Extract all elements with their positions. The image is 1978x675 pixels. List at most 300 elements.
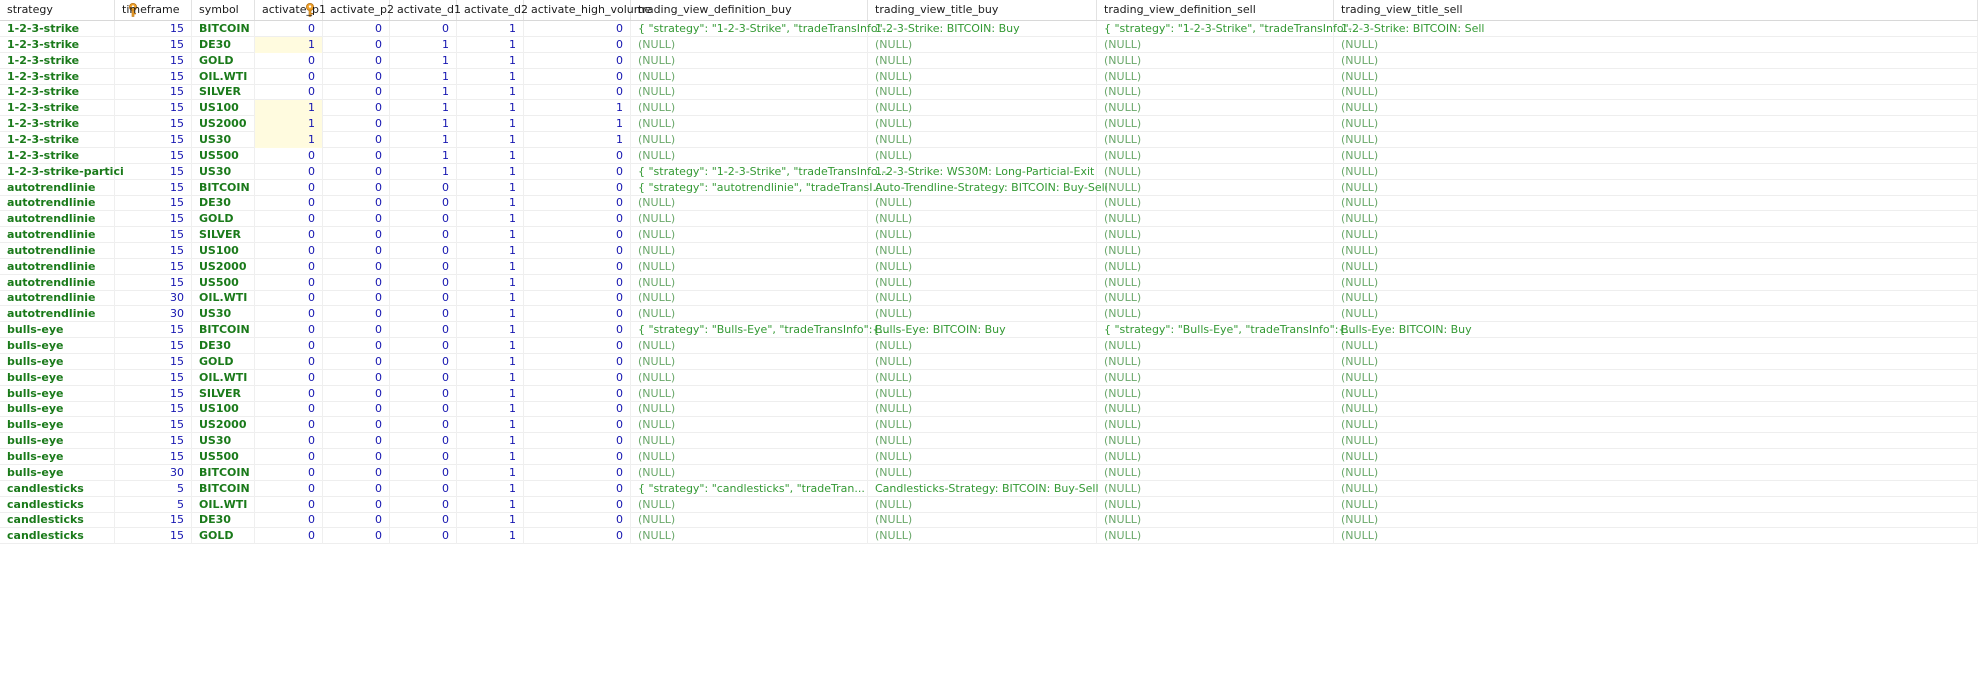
cell-strategy[interactable]: bulls-eye	[0, 370, 115, 386]
cell-tv-definition-buy[interactable]: { "strategy": "1-2-3-Strike", "tradeTransInfo"...	[631, 21, 868, 37]
cell-activate-d1[interactable]: 0	[390, 370, 457, 386]
cell-strategy[interactable]: 1-2-3-strike	[0, 21, 115, 37]
cell-activate-p2[interactable]: 0	[323, 116, 390, 132]
cell-tv-title-buy[interactable]: (NULL)	[868, 401, 1097, 417]
cell-strategy[interactable]: autotrendlinie	[0, 211, 115, 227]
cell-activate-d2[interactable]: 1	[457, 512, 524, 528]
cell-activate-p1[interactable]: 0	[255, 69, 323, 85]
table-row[interactable]	[0, 370, 1978, 386]
cell-timeframe[interactable]: 15	[115, 211, 192, 227]
table-row[interactable]	[0, 354, 1978, 370]
cell-symbol[interactable]: US100	[192, 100, 255, 116]
cell-activate-p1[interactable]: 0	[255, 243, 323, 259]
column-header-strategy[interactable]: strategy	[0, 0, 115, 20]
cell-activate-d1[interactable]: 0	[390, 449, 457, 465]
cell-tv-title-sell[interactable]: 1-2-3-Strike: BITCOIN: Sell	[1334, 21, 1978, 37]
cell-symbol[interactable]: US500	[192, 275, 255, 291]
cell-activate-d2[interactable]: 1	[457, 370, 524, 386]
cell-strategy[interactable]: bulls-eye	[0, 322, 115, 338]
cell-tv-definition-buy[interactable]: (NULL)	[631, 370, 868, 386]
cell-tv-definition-buy[interactable]: (NULL)	[631, 227, 868, 243]
cell-activate-d2[interactable]: 1	[457, 100, 524, 116]
column-header-activate-p2[interactable]: activate_p2	[323, 0, 390, 20]
cell-activate-high-volume[interactable]: 1	[524, 132, 631, 148]
table-row[interactable]	[0, 417, 1978, 433]
cell-tv-definition-buy[interactable]: (NULL)	[631, 433, 868, 449]
cell-activate-high-volume[interactable]: 0	[524, 417, 631, 433]
cell-strategy[interactable]: candlesticks	[0, 497, 115, 513]
table-row[interactable]	[0, 338, 1978, 354]
cell-tv-definition-buy[interactable]: (NULL)	[631, 354, 868, 370]
cell-tv-title-sell[interactable]: (NULL)	[1334, 512, 1978, 528]
cell-symbol[interactable]: OIL.WTI	[192, 69, 255, 85]
cell-activate-p2[interactable]: 0	[323, 259, 390, 275]
cell-activate-d1[interactable]: 1	[390, 132, 457, 148]
cell-symbol[interactable]: US30	[192, 164, 255, 180]
cell-strategy[interactable]: 1-2-3-strike	[0, 84, 115, 100]
cell-activate-d2[interactable]: 1	[457, 164, 524, 180]
cell-activate-p2[interactable]: 0	[323, 148, 390, 164]
cell-activate-p1[interactable]: 0	[255, 449, 323, 465]
cell-timeframe[interactable]: 15	[115, 69, 192, 85]
cell-timeframe[interactable]: 15	[115, 227, 192, 243]
cell-tv-definition-sell[interactable]: (NULL)	[1097, 195, 1334, 211]
cell-activate-p2[interactable]: 0	[323, 180, 390, 196]
cell-activate-d1[interactable]: 0	[390, 21, 457, 37]
cell-tv-definition-sell[interactable]: (NULL)	[1097, 100, 1334, 116]
cell-activate-p2[interactable]: 0	[323, 417, 390, 433]
cell-tv-definition-sell[interactable]: (NULL)	[1097, 401, 1334, 417]
cell-tv-title-sell[interactable]: (NULL)	[1334, 116, 1978, 132]
cell-timeframe[interactable]: 15	[115, 259, 192, 275]
cell-activate-p1[interactable]: 0	[255, 354, 323, 370]
cell-activate-p2[interactable]: 0	[323, 481, 390, 497]
cell-strategy[interactable]: 1-2-3-strike	[0, 132, 115, 148]
table-row[interactable]	[0, 528, 1978, 544]
cell-strategy[interactable]: 1-2-3-strike	[0, 148, 115, 164]
cell-tv-title-sell[interactable]: (NULL)	[1334, 433, 1978, 449]
cell-activate-high-volume[interactable]: 0	[524, 148, 631, 164]
cell-symbol[interactable]: SILVER	[192, 84, 255, 100]
column-header-activate-high-volume[interactable]: activate_high_volume	[524, 0, 631, 20]
cell-timeframe[interactable]: 5	[115, 481, 192, 497]
table-row[interactable]	[0, 481, 1978, 497]
cell-activate-d2[interactable]: 1	[457, 481, 524, 497]
table-row[interactable]	[0, 306, 1978, 322]
cell-tv-definition-sell[interactable]: (NULL)	[1097, 243, 1334, 259]
table-row[interactable]	[0, 53, 1978, 69]
cell-activate-d2[interactable]: 1	[457, 259, 524, 275]
cell-tv-title-sell[interactable]: (NULL)	[1334, 84, 1978, 100]
cell-activate-high-volume[interactable]: 0	[524, 433, 631, 449]
cell-activate-p1[interactable]: 0	[255, 433, 323, 449]
cell-activate-p2[interactable]: 0	[323, 37, 390, 53]
cell-activate-p2[interactable]: 0	[323, 322, 390, 338]
cell-activate-d1[interactable]: 1	[390, 116, 457, 132]
cell-symbol[interactable]: BITCOIN	[192, 481, 255, 497]
cell-timeframe[interactable]: 15	[115, 180, 192, 196]
cell-activate-high-volume[interactable]: 0	[524, 53, 631, 69]
cell-tv-title-sell[interactable]: (NULL)	[1334, 53, 1978, 69]
cell-strategy[interactable]: bulls-eye	[0, 354, 115, 370]
cell-activate-p2[interactable]: 0	[323, 275, 390, 291]
cell-activate-d1[interactable]: 0	[390, 512, 457, 528]
column-header-tv-title-sell[interactable]: trading_view_title_sell	[1334, 0, 1978, 20]
cell-tv-definition-sell[interactable]: (NULL)	[1097, 53, 1334, 69]
cell-tv-definition-buy[interactable]: (NULL)	[631, 338, 868, 354]
cell-tv-title-sell[interactable]: (NULL)	[1334, 370, 1978, 386]
cell-tv-definition-sell[interactable]: (NULL)	[1097, 306, 1334, 322]
cell-tv-definition-sell[interactable]: (NULL)	[1097, 465, 1334, 481]
cell-strategy[interactable]: bulls-eye	[0, 449, 115, 465]
cell-activate-high-volume[interactable]: 0	[524, 401, 631, 417]
cell-tv-title-sell[interactable]: (NULL)	[1334, 290, 1978, 306]
cell-tv-definition-buy[interactable]: (NULL)	[631, 100, 868, 116]
cell-activate-high-volume[interactable]: 0	[524, 306, 631, 322]
cell-strategy[interactable]: 1-2-3-strike	[0, 37, 115, 53]
cell-activate-d1[interactable]: 0	[390, 322, 457, 338]
cell-tv-title-sell[interactable]: (NULL)	[1334, 227, 1978, 243]
cell-tv-definition-sell[interactable]: (NULL)	[1097, 433, 1334, 449]
cell-activate-p1[interactable]: 1	[255, 100, 323, 116]
cell-activate-d2[interactable]: 1	[457, 37, 524, 53]
cell-tv-title-sell[interactable]: (NULL)	[1334, 132, 1978, 148]
cell-activate-high-volume[interactable]: 0	[524, 497, 631, 513]
cell-activate-high-volume[interactable]: 0	[524, 512, 631, 528]
cell-activate-high-volume[interactable]: 0	[524, 322, 631, 338]
cell-activate-d1[interactable]: 0	[390, 306, 457, 322]
cell-activate-p2[interactable]: 0	[323, 84, 390, 100]
cell-activate-p2[interactable]: 0	[323, 433, 390, 449]
cell-activate-high-volume[interactable]: 0	[524, 84, 631, 100]
cell-tv-title-sell[interactable]: (NULL)	[1334, 449, 1978, 465]
cell-symbol[interactable]: DE30	[192, 37, 255, 53]
cell-tv-title-buy[interactable]: (NULL)	[868, 84, 1097, 100]
cell-timeframe[interactable]: 5	[115, 497, 192, 513]
cell-strategy[interactable]: autotrendlinie	[0, 306, 115, 322]
cell-timeframe[interactable]: 15	[115, 433, 192, 449]
cell-tv-definition-buy[interactable]: (NULL)	[631, 465, 868, 481]
cell-tv-definition-buy[interactable]: (NULL)	[631, 53, 868, 69]
cell-activate-d2[interactable]: 1	[457, 449, 524, 465]
cell-activate-p1[interactable]: 0	[255, 481, 323, 497]
cell-tv-title-buy[interactable]: (NULL)	[868, 386, 1097, 402]
column-header-timeframe[interactable]: timeframe	[115, 0, 192, 20]
table-row[interactable]	[0, 290, 1978, 306]
cell-tv-definition-buy[interactable]: { "strategy": "1-2-3-Strike", "tradeTransInfo...	[631, 164, 868, 180]
cell-tv-definition-buy[interactable]: (NULL)	[631, 148, 868, 164]
table-row[interactable]	[0, 259, 1978, 275]
cell-timeframe[interactable]: 15	[115, 417, 192, 433]
cell-tv-title-buy[interactable]: (NULL)	[868, 290, 1097, 306]
cell-activate-d1[interactable]: 0	[390, 481, 457, 497]
cell-activate-d1[interactable]: 0	[390, 417, 457, 433]
cell-activate-d1[interactable]: 0	[390, 227, 457, 243]
cell-tv-title-sell[interactable]: (NULL)	[1334, 528, 1978, 544]
cell-activate-d1[interactable]: 0	[390, 211, 457, 227]
table-row[interactable]	[0, 512, 1978, 528]
table-row[interactable]	[0, 148, 1978, 164]
cell-activate-d2[interactable]: 1	[457, 180, 524, 196]
cell-tv-title-sell[interactable]: (NULL)	[1334, 259, 1978, 275]
cell-tv-title-sell[interactable]: (NULL)	[1334, 180, 1978, 196]
column-header-activate-d1[interactable]: activate_d1	[390, 0, 457, 20]
cell-tv-definition-sell[interactable]: (NULL)	[1097, 512, 1334, 528]
cell-tv-definition-sell[interactable]: (NULL)	[1097, 370, 1334, 386]
column-header-tv-title-buy[interactable]: trading_view_title_buy	[868, 0, 1097, 20]
cell-activate-high-volume[interactable]: 0	[524, 275, 631, 291]
cell-timeframe[interactable]: 15	[115, 195, 192, 211]
cell-tv-definition-buy[interactable]: (NULL)	[631, 211, 868, 227]
cell-timeframe[interactable]: 15	[115, 512, 192, 528]
table-row[interactable]	[0, 275, 1978, 291]
cell-tv-title-buy[interactable]: (NULL)	[868, 449, 1097, 465]
cell-tv-title-sell[interactable]: (NULL)	[1334, 275, 1978, 291]
cell-activate-high-volume[interactable]: 0	[524, 227, 631, 243]
cell-activate-p1[interactable]: 0	[255, 195, 323, 211]
cell-tv-title-buy[interactable]: (NULL)	[868, 243, 1097, 259]
cell-tv-title-sell[interactable]: (NULL)	[1334, 243, 1978, 259]
cell-symbol[interactable]: SILVER	[192, 227, 255, 243]
cell-tv-title-buy[interactable]: (NULL)	[868, 132, 1097, 148]
cell-tv-title-buy[interactable]: Bulls-Eye: BITCOIN: Buy	[868, 322, 1097, 338]
cell-symbol[interactable]: US2000	[192, 259, 255, 275]
cell-symbol[interactable]: OIL.WTI	[192, 370, 255, 386]
cell-activate-high-volume[interactable]: 0	[524, 449, 631, 465]
cell-timeframe[interactable]: 15	[115, 132, 192, 148]
cell-tv-title-sell[interactable]: (NULL)	[1334, 465, 1978, 481]
cell-activate-p1[interactable]: 0	[255, 306, 323, 322]
cell-activate-p2[interactable]: 0	[323, 306, 390, 322]
cell-activate-d2[interactable]: 1	[457, 148, 524, 164]
cell-symbol[interactable]: US100	[192, 401, 255, 417]
cell-strategy[interactable]: autotrendlinie	[0, 290, 115, 306]
cell-tv-title-buy[interactable]: (NULL)	[868, 259, 1097, 275]
cell-timeframe[interactable]: 15	[115, 528, 192, 544]
cell-tv-definition-sell[interactable]: (NULL)	[1097, 211, 1334, 227]
cell-activate-high-volume[interactable]: 0	[524, 528, 631, 544]
cell-tv-title-sell[interactable]: (NULL)	[1334, 401, 1978, 417]
cell-activate-d2[interactable]: 1	[457, 401, 524, 417]
cell-activate-p2[interactable]: 0	[323, 528, 390, 544]
cell-strategy[interactable]: autotrendlinie	[0, 180, 115, 196]
table-row[interactable]	[0, 195, 1978, 211]
cell-activate-p1[interactable]: 0	[255, 322, 323, 338]
cell-activate-high-volume[interactable]: 0	[524, 354, 631, 370]
cell-activate-p2[interactable]: 0	[323, 386, 390, 402]
cell-activate-high-volume[interactable]: 0	[524, 481, 631, 497]
cell-activate-high-volume[interactable]: 1	[524, 100, 631, 116]
cell-activate-p1[interactable]: 0	[255, 259, 323, 275]
column-header-symbol[interactable]: symbol	[192, 0, 255, 20]
cell-activate-d2[interactable]: 1	[457, 306, 524, 322]
cell-symbol[interactable]: DE30	[192, 338, 255, 354]
cell-tv-definition-sell[interactable]: (NULL)	[1097, 338, 1334, 354]
cell-activate-d2[interactable]: 1	[457, 211, 524, 227]
cell-timeframe[interactable]: 15	[115, 37, 192, 53]
cell-activate-high-volume[interactable]: 0	[524, 180, 631, 196]
cell-symbol[interactable]: BITCOIN	[192, 21, 255, 37]
cell-tv-title-sell[interactable]: (NULL)	[1334, 386, 1978, 402]
cell-tv-definition-buy[interactable]: (NULL)	[631, 449, 868, 465]
cell-timeframe[interactable]: 15	[115, 164, 192, 180]
cell-strategy[interactable]: autotrendlinie	[0, 195, 115, 211]
cell-tv-title-sell[interactable]: (NULL)	[1334, 481, 1978, 497]
cell-tv-definition-sell[interactable]: (NULL)	[1097, 290, 1334, 306]
cell-tv-definition-buy[interactable]: (NULL)	[631, 417, 868, 433]
cell-activate-p1[interactable]: 0	[255, 21, 323, 37]
cell-strategy[interactable]: bulls-eye	[0, 386, 115, 402]
cell-activate-p2[interactable]: 0	[323, 21, 390, 37]
cell-activate-p1[interactable]: 0	[255, 211, 323, 227]
cell-strategy[interactable]: autotrendlinie	[0, 227, 115, 243]
cell-tv-definition-sell[interactable]: (NULL)	[1097, 386, 1334, 402]
table-row[interactable]	[0, 322, 1978, 338]
cell-tv-definition-sell[interactable]: (NULL)	[1097, 227, 1334, 243]
cell-activate-d1[interactable]: 1	[390, 100, 457, 116]
cell-activate-p2[interactable]: 0	[323, 370, 390, 386]
cell-tv-definition-buy[interactable]: (NULL)	[631, 69, 868, 85]
cell-activate-d1[interactable]: 0	[390, 528, 457, 544]
table-row[interactable]	[0, 37, 1978, 53]
table-row[interactable]	[0, 100, 1978, 116]
cell-tv-definition-sell[interactable]: (NULL)	[1097, 148, 1334, 164]
cell-timeframe[interactable]: 15	[115, 243, 192, 259]
cell-tv-title-buy[interactable]: (NULL)	[868, 354, 1097, 370]
cell-symbol[interactable]: US30	[192, 433, 255, 449]
cell-timeframe[interactable]: 15	[115, 84, 192, 100]
cell-activate-d1[interactable]: 0	[390, 401, 457, 417]
cell-timeframe[interactable]: 15	[115, 275, 192, 291]
cell-activate-high-volume[interactable]: 0	[524, 386, 631, 402]
cell-tv-title-buy[interactable]: (NULL)	[868, 497, 1097, 513]
cell-tv-definition-buy[interactable]: (NULL)	[631, 132, 868, 148]
cell-activate-d1[interactable]: 0	[390, 259, 457, 275]
cell-tv-definition-sell[interactable]: (NULL)	[1097, 84, 1334, 100]
table-row[interactable]	[0, 180, 1978, 196]
cell-activate-d2[interactable]: 1	[457, 132, 524, 148]
cell-activate-p1[interactable]: 0	[255, 338, 323, 354]
table-row[interactable]	[0, 497, 1978, 513]
column-header-activate-d2[interactable]: activate_d2	[457, 0, 524, 20]
cell-activate-d2[interactable]: 1	[457, 433, 524, 449]
cell-activate-p1[interactable]: 1	[255, 132, 323, 148]
table-row[interactable]	[0, 386, 1978, 402]
cell-activate-high-volume[interactable]: 0	[524, 290, 631, 306]
cell-tv-definition-sell[interactable]: (NULL)	[1097, 37, 1334, 53]
cell-activate-d2[interactable]: 1	[457, 497, 524, 513]
cell-activate-d2[interactable]: 1	[457, 338, 524, 354]
cell-tv-title-sell[interactable]: (NULL)	[1334, 306, 1978, 322]
cell-activate-p1[interactable]: 0	[255, 401, 323, 417]
cell-activate-p2[interactable]: 0	[323, 53, 390, 69]
cell-timeframe[interactable]: 15	[115, 449, 192, 465]
table-row[interactable]	[0, 164, 1978, 180]
column-header-tv-definition-buy[interactable]: trading_view_definition_buy	[631, 0, 868, 20]
table-row[interactable]	[0, 465, 1978, 481]
cell-activate-p1[interactable]: 0	[255, 290, 323, 306]
cell-timeframe[interactable]: 15	[115, 53, 192, 69]
cell-activate-p2[interactable]: 0	[323, 512, 390, 528]
cell-activate-d1[interactable]: 0	[390, 290, 457, 306]
cell-activate-p1[interactable]: 0	[255, 465, 323, 481]
table-row[interactable]	[0, 69, 1978, 85]
cell-strategy[interactable]: candlesticks	[0, 528, 115, 544]
cell-activate-p1[interactable]: 0	[255, 227, 323, 243]
cell-activate-d2[interactable]: 1	[457, 53, 524, 69]
cell-strategy[interactable]: bulls-eye	[0, 401, 115, 417]
cell-tv-title-sell[interactable]: (NULL)	[1334, 417, 1978, 433]
table-row[interactable]	[0, 433, 1978, 449]
cell-activate-p2[interactable]: 0	[323, 465, 390, 481]
cell-activate-p2[interactable]: 0	[323, 449, 390, 465]
cell-symbol[interactable]: US30	[192, 306, 255, 322]
table-row[interactable]	[0, 227, 1978, 243]
cell-tv-title-buy[interactable]: (NULL)	[868, 100, 1097, 116]
cell-activate-d2[interactable]: 1	[457, 195, 524, 211]
cell-strategy[interactable]: candlesticks	[0, 481, 115, 497]
cell-activate-p1[interactable]: 0	[255, 417, 323, 433]
cell-tv-title-buy[interactable]: (NULL)	[868, 69, 1097, 85]
cell-timeframe[interactable]: 15	[115, 21, 192, 37]
cell-tv-title-sell[interactable]: (NULL)	[1334, 338, 1978, 354]
cell-tv-title-buy[interactable]: (NULL)	[868, 148, 1097, 164]
cell-tv-title-buy[interactable]: (NULL)	[868, 433, 1097, 449]
cell-tv-title-buy[interactable]: (NULL)	[868, 53, 1097, 69]
table-row[interactable]	[0, 449, 1978, 465]
cell-activate-p2[interactable]: 0	[323, 401, 390, 417]
table-row[interactable]	[0, 211, 1978, 227]
cell-activate-d1[interactable]: 0	[390, 180, 457, 196]
cell-tv-title-sell[interactable]: (NULL)	[1334, 148, 1978, 164]
cell-tv-definition-buy[interactable]: (NULL)	[631, 497, 868, 513]
cell-activate-p2[interactable]: 0	[323, 69, 390, 85]
cell-timeframe[interactable]: 30	[115, 465, 192, 481]
cell-tv-definition-buy[interactable]: (NULL)	[631, 84, 868, 100]
cell-activate-d2[interactable]: 1	[457, 417, 524, 433]
cell-activate-d1[interactable]: 0	[390, 465, 457, 481]
cell-symbol[interactable]: OIL.WTI	[192, 497, 255, 513]
cell-activate-high-volume[interactable]: 0	[524, 370, 631, 386]
cell-tv-title-buy[interactable]: 1-2-3-Strike: WS30M: Long-Particial-Exit	[868, 164, 1097, 180]
cell-activate-d2[interactable]: 1	[457, 322, 524, 338]
table-row[interactable]	[0, 21, 1978, 37]
cell-tv-definition-sell[interactable]: (NULL)	[1097, 354, 1334, 370]
cell-tv-title-buy[interactable]: (NULL)	[868, 275, 1097, 291]
cell-tv-title-buy[interactable]: 1-2-3-Strike: BITCOIN: Buy	[868, 21, 1097, 37]
cell-tv-title-buy[interactable]: (NULL)	[868, 116, 1097, 132]
cell-tv-definition-sell[interactable]: { "strategy": "1-2-3-Strike", "tradeTransInfo"...	[1097, 21, 1334, 37]
cell-strategy[interactable]: autotrendlinie	[0, 243, 115, 259]
cell-tv-definition-buy[interactable]: (NULL)	[631, 243, 868, 259]
cell-timeframe[interactable]: 15	[115, 370, 192, 386]
cell-activate-high-volume[interactable]: 0	[524, 21, 631, 37]
cell-tv-definition-buy[interactable]: (NULL)	[631, 386, 868, 402]
cell-tv-title-buy[interactable]: (NULL)	[868, 195, 1097, 211]
cell-tv-title-buy[interactable]: (NULL)	[868, 370, 1097, 386]
cell-activate-d2[interactable]: 1	[457, 275, 524, 291]
cell-symbol[interactable]: DE30	[192, 195, 255, 211]
cell-tv-definition-buy[interactable]: (NULL)	[631, 259, 868, 275]
cell-activate-p2[interactable]: 0	[323, 195, 390, 211]
cell-activate-d1[interactable]: 1	[390, 69, 457, 85]
cell-strategy[interactable]: bulls-eye	[0, 465, 115, 481]
cell-symbol[interactable]: OIL.WTI	[192, 290, 255, 306]
cell-activate-d1[interactable]: 0	[390, 195, 457, 211]
cell-activate-d2[interactable]: 1	[457, 465, 524, 481]
table-row[interactable]	[0, 401, 1978, 417]
cell-timeframe[interactable]: 15	[115, 322, 192, 338]
